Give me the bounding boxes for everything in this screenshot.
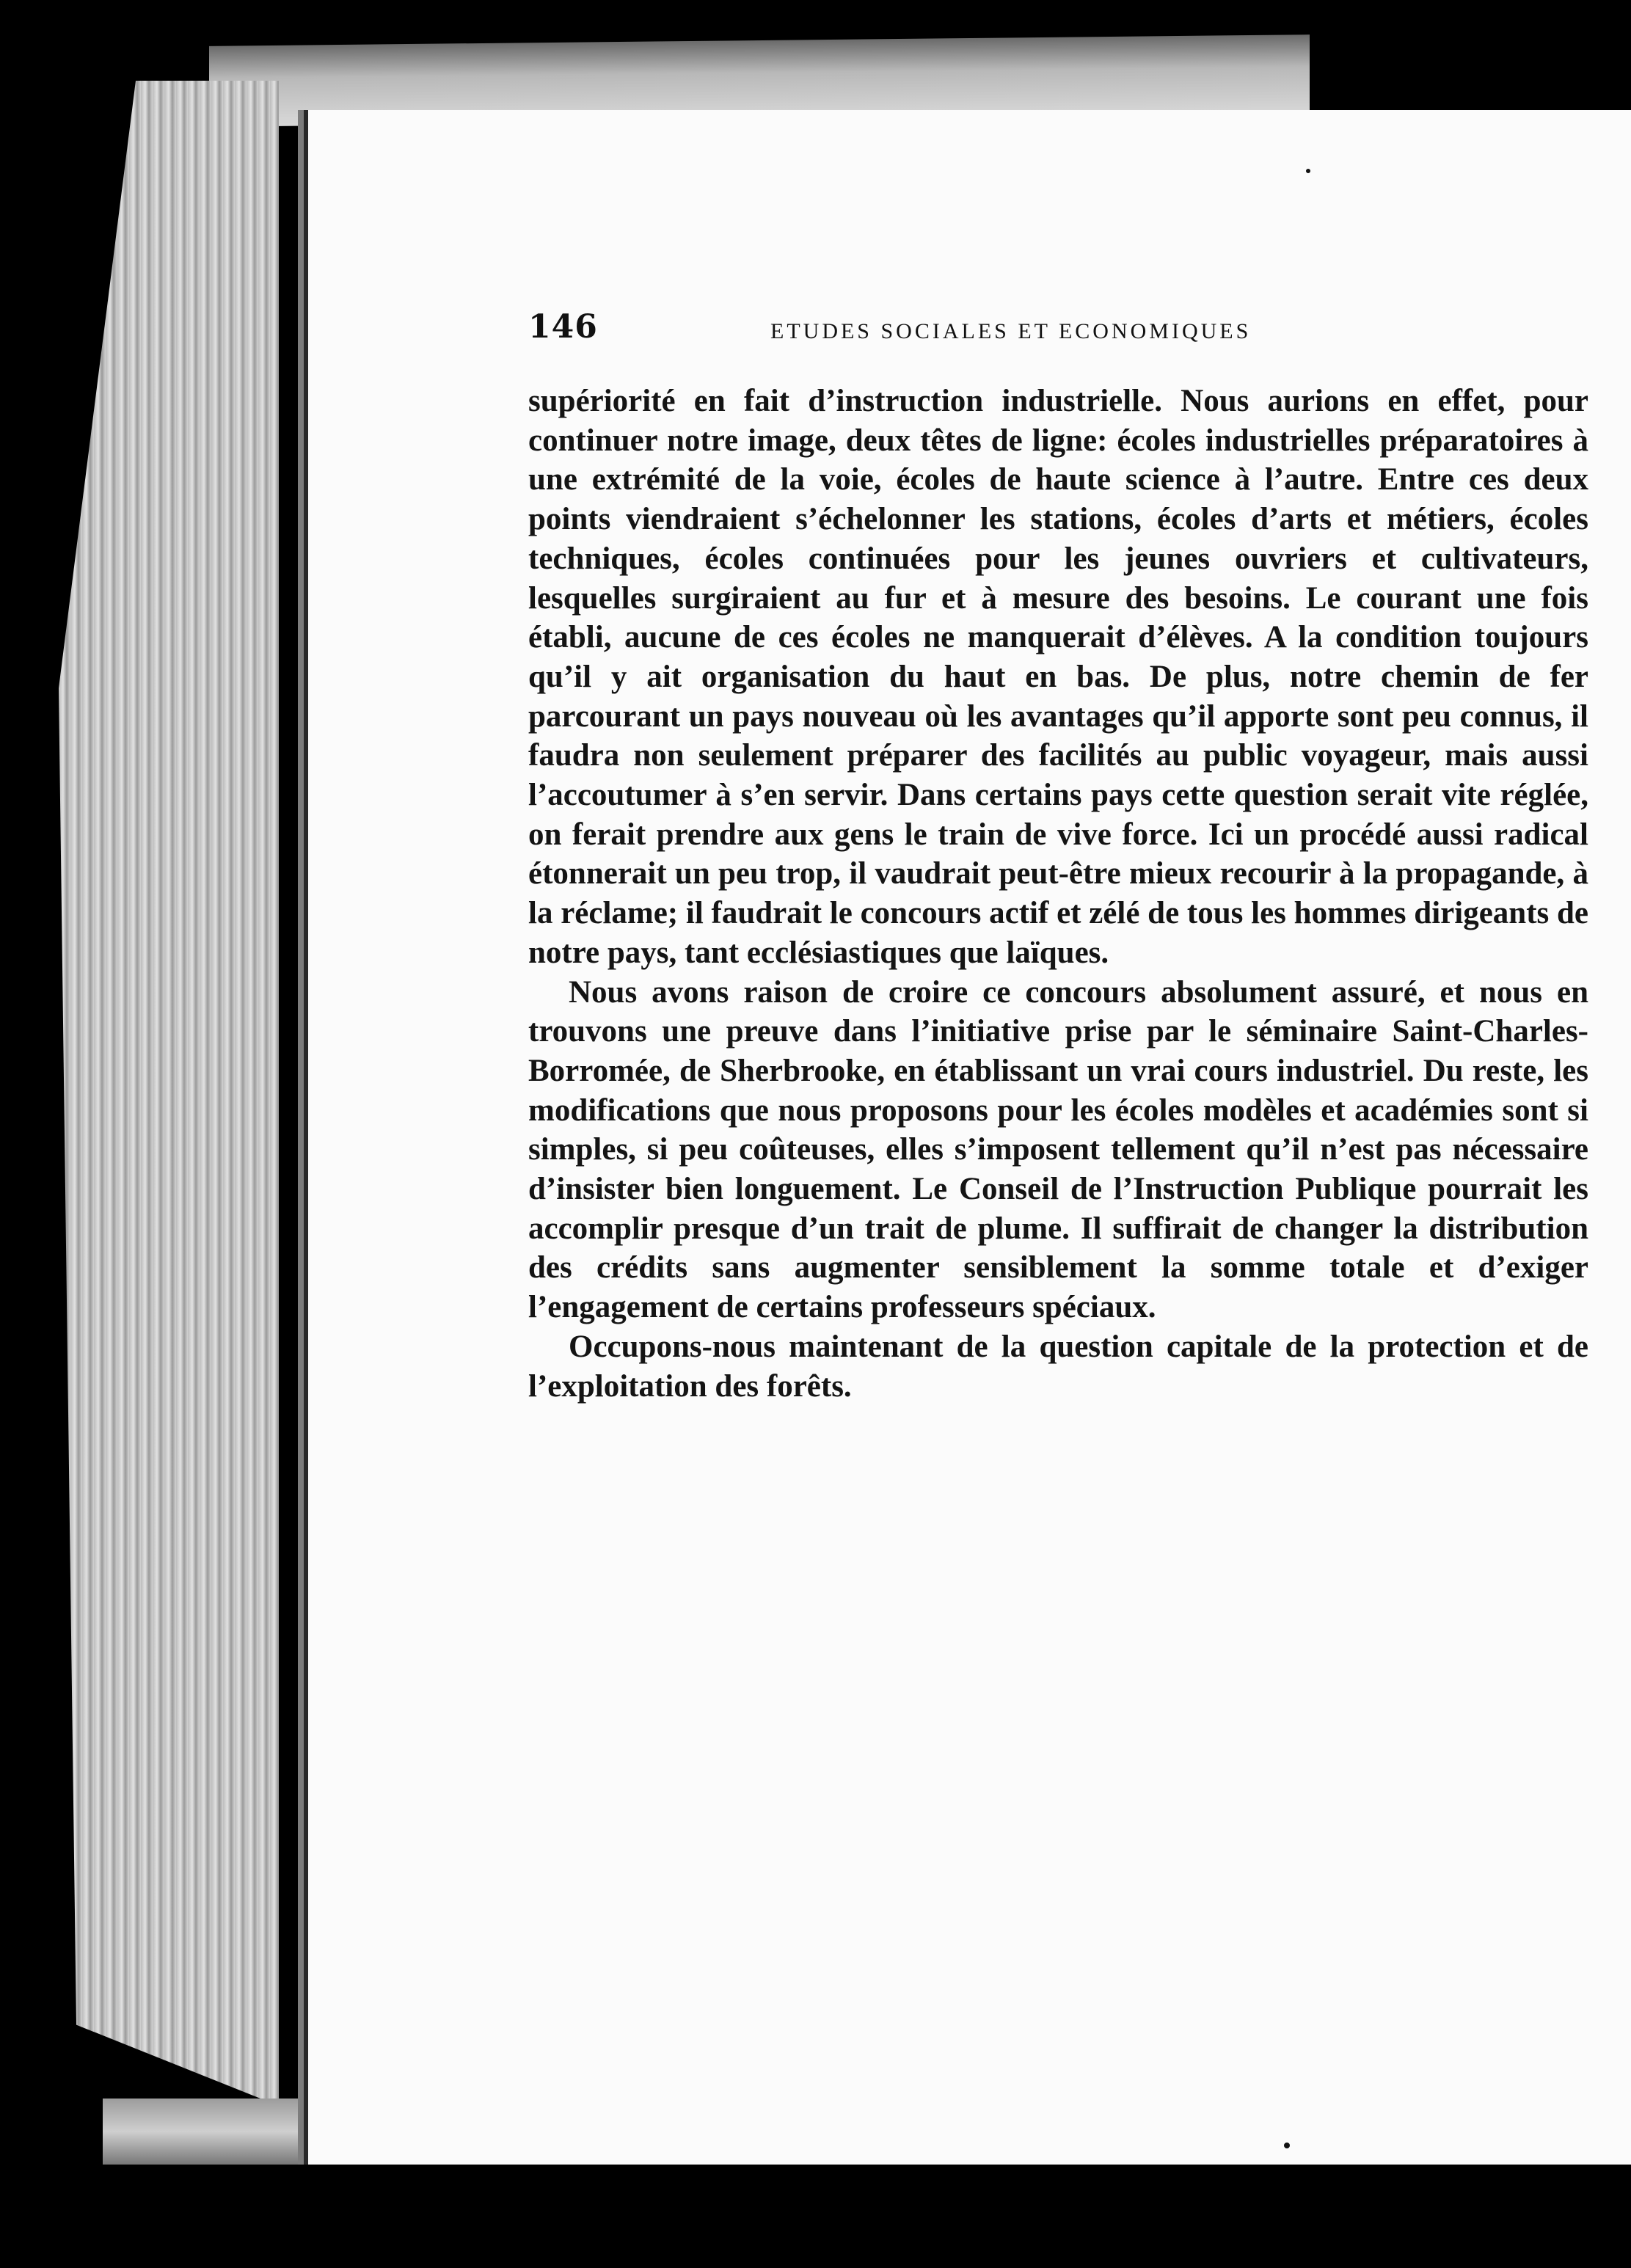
ink-speck [1306, 169, 1310, 173]
paragraph-1: supériorité en fait d’instruction industrielle. Nous aurions en effet, pour continuer notre image, deux têtes de ligne: écoles industrielles préparatoires à une extrémité de la voie, écoles de haute science à l’autre. Entre ces deux points viendraient s’échelonner les stations, écoles d’arts et métiers, écoles techniques, écoles continuées pour les jeunes ouvriers et cultivateurs, lesquelles surgiraient au fur et à mesure des besoins. Le courant une fois établi, aucune de ces écoles ne manquerait d’élèves. A la condition toujours qu’il y ait organisation du haut en bas. De plus, notre chemin de fer parcourant un pays nouveau où les avantages qu’il apporte sont peu connus, il faudra non seulement préparer des facilités au public voyageur, mais aussi l’accoutumer à s’en servir. Dans certains pays cette question serait vite réglée, on ferait prendre aux gens le train de vive force. Ici un procédé aussi radical étonnerait un peu trop, il vaudrait peut-être mieux recourir à la propagande, à la réclame; il faudrait le concours actif et zélé de tous les hommes dirigeants de notre pays, tant ecclésiastiques que laïques. [528, 384, 1588, 970]
book-page-stack-edge [59, 81, 279, 2106]
ink-speck [1284, 2143, 1290, 2148]
paragraph-3: Occupons-nous maintenant de la question capitale de la protection et de l’exploitation des forêts. [528, 1329, 1588, 1404]
book-page [308, 110, 1631, 2165]
paragraph-2: Nous avons raison de croire ce concours absolument assuré, et nous en trouvons une preuve dans l’initiative prise par le séminaire Saint-Charles-Borromée, de Sherbrooke, en établissant un vrai cours industriel. Du reste, les modifications que nous proposons pour les écoles modèles et académies sont si simples, si peu coûteuses, elles s’imposent tellement qu’il n’est pas nécessaire d’insister bien longuement. Le Conseil de l’Instruction Publique pourrait les accomplir presque d’un trait de plume. Il suffirait de changer la distribution des crédits sans augmenter sensiblement la somme totale et d’exiger l’engagement de certains professeurs spéciaux. [528, 974, 1588, 1325]
page-number: 146 [528, 308, 598, 346]
body-text [528, 382, 1588, 1406]
running-title: ETUDES SOCIALES ET ECONOMIQUES [770, 319, 1252, 343]
